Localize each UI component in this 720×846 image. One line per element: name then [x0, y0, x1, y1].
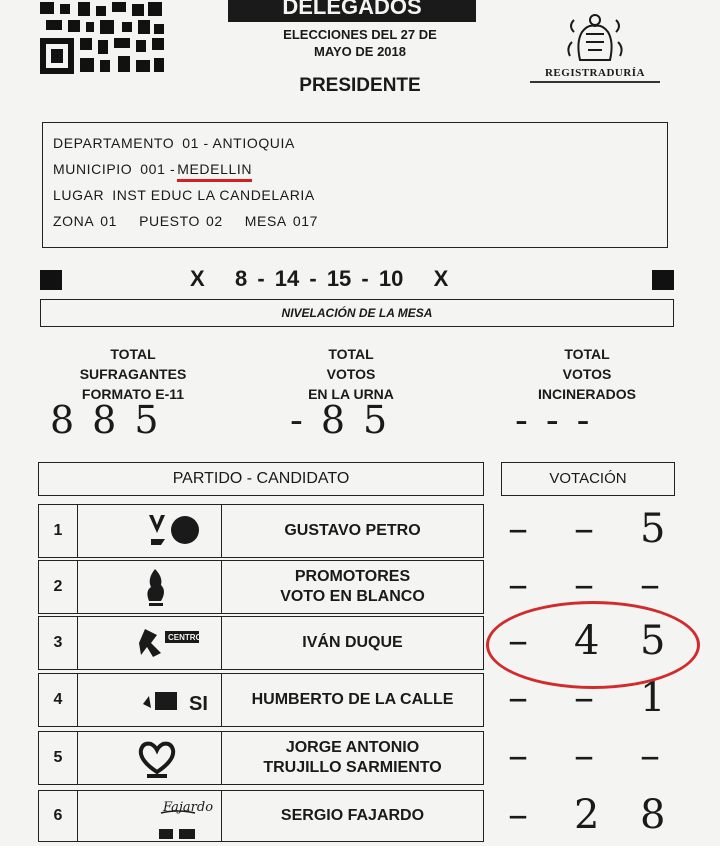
total-sufragantes-value: 885 — [50, 398, 177, 442]
municipio-line: MUNICIPIO 001 - MEDELLIN — [53, 161, 260, 177]
candidate-votes: – 4 5 — [508, 618, 666, 664]
total-incinerados-header: TOTAL VOTOS INCINERADOS — [537, 346, 636, 402]
candidate-name: GUSTAVO PETRO — [284, 522, 421, 539]
svg-text:Fajardo: Fajardo — [163, 800, 214, 815]
candidate-number: 3 — [39, 617, 78, 669]
candidate-name: PROMOTORES VOTO EN BLANCO — [280, 568, 425, 605]
registry-subtitle-rule — [530, 81, 660, 86]
candidate-name: JORGE ANTONIO TRUJILLO SARMIENTO — [263, 739, 442, 776]
registration-mark-right — [652, 270, 674, 290]
red-annotation-circle — [486, 601, 700, 689]
candidate-votes: – – 1 — [508, 675, 666, 721]
candidate-number: 2 — [39, 561, 78, 613]
colombia-humana-logo-icon — [77, 505, 221, 557]
heart-logo-icon — [77, 732, 221, 784]
candidate-row — [38, 504, 484, 558]
total-incinerados-value: --- — [515, 398, 608, 442]
party-logo — [77, 505, 222, 557]
candidate-votes: – – – — [508, 562, 660, 608]
party-logo — [77, 674, 222, 726]
flame-logo-icon — [77, 561, 221, 613]
candidate-votes: – 2 8 — [508, 792, 666, 838]
candidate-row — [38, 560, 484, 614]
total-votos-urna-value: -85 — [290, 398, 406, 442]
candidate-number: 1 — [39, 505, 78, 557]
candidate-name: HUMBERTO DE LA CALLE — [251, 691, 454, 708]
votes-header: VOTACIÓN — [501, 462, 675, 496]
candidate-number: 4 — [39, 674, 78, 726]
svg-text:CENTRO: CENTRO — [168, 633, 202, 642]
qr-code — [38, 0, 166, 78]
form-code: X 8 - 14 - 15 - 10 X — [190, 266, 449, 291]
candidate-row — [38, 790, 484, 842]
svg-text:SI: SI — [189, 693, 208, 715]
candidate-row — [38, 731, 484, 785]
election-title: ELECCIONES DEL 27 DE MAYO DE 2018 — [283, 27, 437, 59]
location-box — [42, 122, 668, 248]
fajardo-signature-logo-icon — [77, 791, 221, 841]
centro-democratico-logo-icon — [77, 617, 221, 669]
total-sufragantes-header: TOTAL SUFRAGANTES FORMATO E-11 — [79, 346, 187, 402]
registraduria-emblem: REGISTRADURÍA — [530, 12, 660, 92]
total-votos-urna-header: TOTAL VOTOS EN LA URNA — [308, 346, 394, 402]
candidate-name: IVÁN DUQUE — [302, 634, 403, 651]
candidate-row — [38, 616, 484, 670]
party-logo — [77, 617, 222, 669]
party-logo — [77, 561, 222, 613]
candidate-number: 5 — [39, 732, 78, 784]
party-candidate-header: PARTIDO - CANDIDATO — [38, 462, 484, 496]
office-title: PRESIDENTE — [299, 75, 421, 96]
zona-line: ZONA 01 PUESTO 02 MESA 017 — [53, 213, 319, 229]
coat-of-arms-icon — [530, 12, 660, 68]
candidate-votes: – – 5 — [508, 506, 666, 552]
candidate-name: SERGIO FAJARDO — [280, 807, 425, 824]
party-logo — [77, 732, 222, 784]
registration-mark-left — [40, 270, 62, 290]
liberal-si-logo-icon — [77, 674, 221, 726]
candidate-number: 6 — [39, 791, 78, 841]
candidate-row — [38, 673, 484, 727]
party-logo — [77, 791, 222, 841]
lugar-line: LUGAR INST EDUC LA CANDELARIA — [53, 187, 315, 203]
nivelacion-header: NIVELACIÓN DE LA MESA — [40, 299, 674, 327]
document-kind: DELEGADOS — [228, 0, 476, 22]
candidate-votes: – – – — [508, 733, 660, 779]
departamento-line: DEPARTAMENTO 01 - ANTIOQUIA — [53, 135, 295, 151]
logo-text: COLOMBIA HUMANA — [77, 505, 87, 506]
municipio-name: MEDELLIN — [177, 161, 252, 182]
